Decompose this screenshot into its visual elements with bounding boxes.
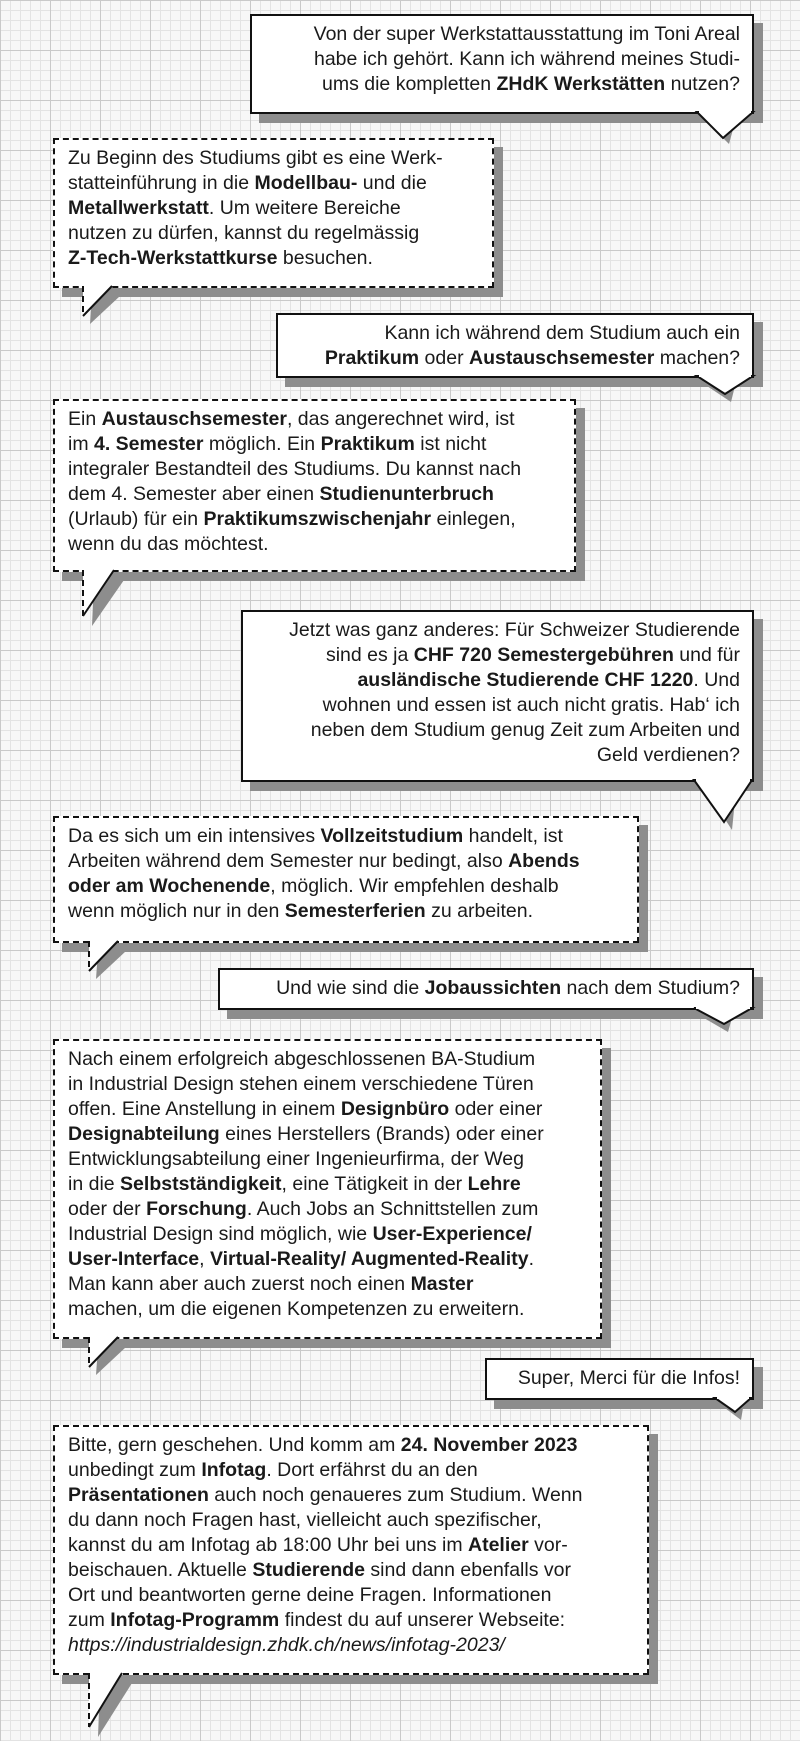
- message-line: offen. Eine Anstellung in einem Designbüro oder einer: [68, 1098, 543, 1120]
- message-line: nutzen zu dürfen, kannst du regelmässig: [68, 222, 420, 244]
- message-line: Nach einem erfolgreich abgeschlossenen BA-Studium: [68, 1048, 536, 1070]
- message-line: Ein Austauschsemester, das angerechnet wird, ist: [68, 408, 515, 430]
- message-line: Kann ich während dem Studium auch ein: [384, 322, 740, 344]
- message-line: Industrial Design sind möglich, wie User-Experience/: [68, 1223, 532, 1245]
- message-line: Von der super Werkstattausstattung im Toni Areal: [313, 23, 740, 45]
- answer-bubble-tail: [80, 570, 140, 630]
- message-line: Da es sich um ein intensives Vollzeitstudium handelt, ist: [68, 825, 563, 847]
- question-bubble-tail: [697, 376, 757, 404]
- question-bubble-fees: [241, 610, 754, 782]
- message-line: wenn möglich nur in den Semesterferien zu arbeiten.: [68, 900, 534, 922]
- infotag-link[interactable]: https://industrialdesign.zhdk.ch/news/infotag-2023/: [68, 1634, 505, 1656]
- message-line: kannst du am Infotag ab 18:00 Uhr bei uns im Atelier vor-: [68, 1534, 568, 1556]
- message-line: neben dem Studium genug Zeit zum Arbeiten und: [310, 719, 740, 741]
- question-bubble-internship: [276, 313, 754, 378]
- answer-bubble-internship: [53, 399, 576, 572]
- message-line: machen, um die eigenen Kompetenzen zu erweitern.: [68, 1298, 525, 1320]
- message-line: ums die kompletten ZHdK Werkstätten nutzen?: [322, 73, 740, 95]
- message-line: Präsentationen auch noch genaueres zum Studium. Wenn: [68, 1484, 583, 1506]
- message-line: unbedingt zum Infotag. Dort erfährst du an den: [68, 1459, 478, 1481]
- message-line: Entwicklungsabteilung einer Ingenieurfirma, der Weg: [68, 1148, 524, 1170]
- message-line: Und wie sind die Jobaussichten nach dem Studium?: [276, 977, 740, 999]
- message-line: in die Selbstständigkeit, eine Tätigkeit in der Lehre: [68, 1173, 521, 1195]
- message-line: Super, Merci für die Infos!: [517, 1367, 740, 1389]
- message-line: habe ich gehört. Kann ich während meines Studi-: [313, 48, 740, 70]
- message-line: sind es ja CHF 720 Semestergebühren und für: [325, 644, 740, 666]
- message-line: User-Interface, Virtual-Reality/ Augmented-Reality.: [68, 1248, 534, 1270]
- message-line: oder am Wochenende, möglich. Wir empfehlen deshalb: [68, 875, 559, 897]
- message-line: dem 4. Semester aber einen Studienunterbruch: [68, 483, 494, 505]
- answer-bubble-infotag: [53, 1425, 649, 1675]
- answer-bubble-jobs: [53, 1039, 602, 1339]
- message-line: Metallwerkstatt. Um weitere Bereiche: [68, 197, 401, 219]
- message-line: (Urlaub) für ein Praktikumszwischenjahr einlegen,: [68, 508, 516, 530]
- question-bubble-workshops: [250, 14, 754, 114]
- message-line: wohnen und essen ist auch nicht gratis. Hab‘ ich: [322, 694, 740, 716]
- message-line: ausländische Studierende CHF 1220. Und: [357, 669, 740, 691]
- message-line: Designabteilung eines Herstellers (Brands) oder einer: [68, 1123, 544, 1145]
- message-line: Jetzt was ganz anderes: Für Schweizer Studierende: [289, 619, 740, 641]
- answer-bubble-tail: [86, 1673, 146, 1739]
- question-bubble-jobs: [218, 968, 754, 1010]
- message-line: Zu Beginn des Studiums gibt es eine Werk-: [68, 147, 443, 169]
- message-line: integraler Bestandteil des Studiums. Du kannst nach: [68, 458, 522, 480]
- question-bubble-tail: [697, 112, 757, 144]
- question-bubble-tail: [694, 780, 754, 832]
- message-line: du dann noch Fragen hast, vielleicht auch spezifischer,: [68, 1509, 542, 1531]
- question-bubble-tail: [694, 1008, 754, 1034]
- question-bubble-tail: [715, 1398, 755, 1422]
- message-line: Ort und beantworten gerne deine Fragen. Informationen: [68, 1584, 552, 1606]
- question-bubble-thanks: [485, 1358, 754, 1400]
- message-line: Z-Tech-Werkstattkurse besuchen.: [68, 247, 373, 269]
- message-line: zum Infotag-Programm findest du auf unserer Webseite:: [68, 1609, 566, 1631]
- message-line: beischauen. Aktuelle Studierende sind dann ebenfalls vor: [68, 1559, 571, 1581]
- message-line: Geld verdienen?: [596, 744, 740, 766]
- message-line: wenn du das möchtest.: [68, 533, 269, 555]
- answer-bubble-workshops: [53, 138, 494, 288]
- message-line: Arbeiten während dem Semester nur bedingt, also Abends: [68, 850, 580, 872]
- message-line: statteinführung in die Modellbau- und die: [68, 172, 427, 194]
- message-line: Bitte, gern geschehen. Und komm am 24. November 2023: [68, 1434, 578, 1456]
- message-line: Man kann aber auch zuerst noch einen Master: [68, 1273, 474, 1295]
- answer-bubble-fees: [53, 816, 639, 943]
- answer-bubble-tail: [86, 1337, 146, 1377]
- message-line: Praktikum oder Austauschsemester machen?: [324, 347, 740, 369]
- message-line: oder der Forschung. Auch Jobs an Schnittstellen zum: [68, 1198, 539, 1220]
- message-line: im 4. Semester möglich. Ein Praktikum ist nicht: [68, 433, 487, 455]
- message-line: in Industrial Design stehen einem verschiedene Türen: [68, 1073, 534, 1095]
- answer-bubble-tail: [86, 941, 146, 981]
- answer-bubble-tail: [80, 286, 140, 326]
